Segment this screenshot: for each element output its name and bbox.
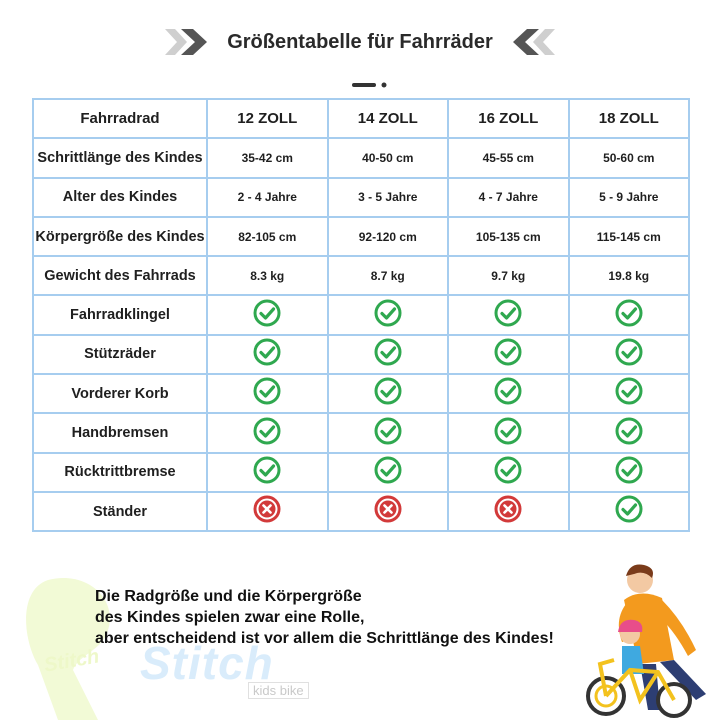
- table-cell: 3 - 5 Jahre: [328, 178, 449, 217]
- table-cell: 5 - 9 Jahre: [569, 178, 690, 217]
- table-cell: [328, 335, 449, 374]
- table-cell: 82-105 cm: [207, 217, 328, 256]
- check-icon: [494, 456, 522, 484]
- table-cell: 105-135 cm: [448, 217, 569, 256]
- table-cell: [328, 295, 449, 334]
- size-table: [32, 98, 690, 532]
- note-line: Die Radgröße und die Körpergröße: [95, 588, 362, 605]
- check-icon: [494, 417, 522, 445]
- table-row: [33, 138, 689, 177]
- column-header-size: 12 ZOLL: [207, 99, 328, 138]
- check-icon: [615, 495, 643, 523]
- check-icon: [494, 299, 522, 327]
- check-icon: [374, 377, 402, 405]
- check-icon: [253, 299, 281, 327]
- header: [0, 22, 720, 62]
- table-cell: [569, 335, 690, 374]
- table-row: [33, 295, 689, 334]
- table-cell: [328, 374, 449, 413]
- row-label: Körpergröße des Kindes: [33, 217, 207, 256]
- check-icon: [374, 299, 402, 327]
- table-row: [33, 413, 689, 452]
- row-label: Alter des Kindes: [33, 178, 207, 217]
- table-cell: 35-42 cm: [207, 138, 328, 177]
- table-cell: [569, 413, 690, 452]
- watermark-tag: kids bike: [248, 682, 309, 699]
- row-label: Ständer: [33, 492, 207, 531]
- table-row: [33, 453, 689, 492]
- table-cell: [448, 453, 569, 492]
- table-cell: [448, 295, 569, 334]
- row-label: Gewicht des Fahrrads: [33, 256, 207, 295]
- table-cell: 2 - 4 Jahre: [207, 178, 328, 217]
- table-cell: 50-60 cm: [569, 138, 690, 177]
- table-cell: 115-145 cm: [569, 217, 690, 256]
- table-row: [33, 178, 689, 217]
- check-icon: [615, 456, 643, 484]
- cross-icon: [253, 495, 281, 523]
- table-cell: [207, 453, 328, 492]
- row-label: Fahrradklingel: [33, 295, 207, 334]
- table-cell: [448, 374, 569, 413]
- column-header-size: 18 ZOLL: [569, 99, 690, 138]
- table-cell: [448, 413, 569, 452]
- table-header-row: [33, 99, 689, 138]
- table-row: [33, 217, 689, 256]
- check-icon: [494, 377, 522, 405]
- table-row: [33, 335, 689, 374]
- row-label: Rücktrittbremse: [33, 453, 207, 492]
- table-row: [33, 374, 689, 413]
- cross-icon: [494, 495, 522, 523]
- check-icon: [253, 417, 281, 445]
- table-cell: 8.7 kg: [328, 256, 449, 295]
- table-cell: [328, 453, 449, 492]
- table-cell: [569, 492, 690, 531]
- row-label: Handbremsen: [33, 413, 207, 452]
- watermark-small-text: Stitch: [42, 645, 101, 677]
- table-cell: 40-50 cm: [328, 138, 449, 177]
- table-cell: [569, 453, 690, 492]
- check-icon: [615, 417, 643, 445]
- table-row: [33, 256, 689, 295]
- column-header-label: Fahrradrad: [33, 99, 207, 138]
- table-cell: [207, 374, 328, 413]
- table-cell: [207, 295, 328, 334]
- check-icon: [615, 338, 643, 366]
- divider-dash: [352, 82, 388, 88]
- check-icon: [615, 299, 643, 327]
- table-cell: 9.7 kg: [448, 256, 569, 295]
- table-cell: 92-120 cm: [328, 217, 449, 256]
- check-icon: [253, 377, 281, 405]
- size-note: [95, 586, 615, 649]
- table-cell: [207, 492, 328, 531]
- check-icon: [374, 417, 402, 445]
- parent-child-bike-illustration: [578, 560, 720, 720]
- table-cell: 4 - 7 Jahre: [448, 178, 569, 217]
- table-cell: [448, 492, 569, 531]
- row-label: Schrittlänge des Kindes: [33, 138, 207, 177]
- cross-icon: [374, 495, 402, 523]
- column-header-size: 16 ZOLL: [448, 99, 569, 138]
- table-cell: [207, 413, 328, 452]
- check-icon: [253, 338, 281, 366]
- check-icon: [253, 456, 281, 484]
- check-icon: [374, 338, 402, 366]
- table-cell: [569, 374, 690, 413]
- table-cell: 45-55 cm: [448, 138, 569, 177]
- chevron-double-right-icon: [165, 29, 209, 55]
- page-title: Größentabelle für Fahrräder: [227, 30, 493, 53]
- watermark-brand-text: Stitch: [140, 637, 274, 689]
- row-label: Stützräder: [33, 335, 207, 374]
- check-icon: [374, 456, 402, 484]
- table-cell: [328, 413, 449, 452]
- row-label: Vorderer Korb: [33, 374, 207, 413]
- chevron-double-left-icon: [511, 29, 555, 55]
- column-header-size: 14 ZOLL: [328, 99, 449, 138]
- table-cell: 19.8 kg: [569, 256, 690, 295]
- table-row: [33, 492, 689, 531]
- table-cell: [448, 335, 569, 374]
- check-icon: [615, 377, 643, 405]
- table-cell: [207, 335, 328, 374]
- check-icon: [494, 338, 522, 366]
- table-cell: [569, 295, 690, 334]
- table-cell: [328, 492, 449, 531]
- note-line: des Kindes spielen zwar eine Rolle,: [95, 609, 365, 626]
- table-cell: 8.3 kg: [207, 256, 328, 295]
- note-line: aber entscheidend ist vor allem die Schrittlänge des Kindes!: [95, 630, 554, 647]
